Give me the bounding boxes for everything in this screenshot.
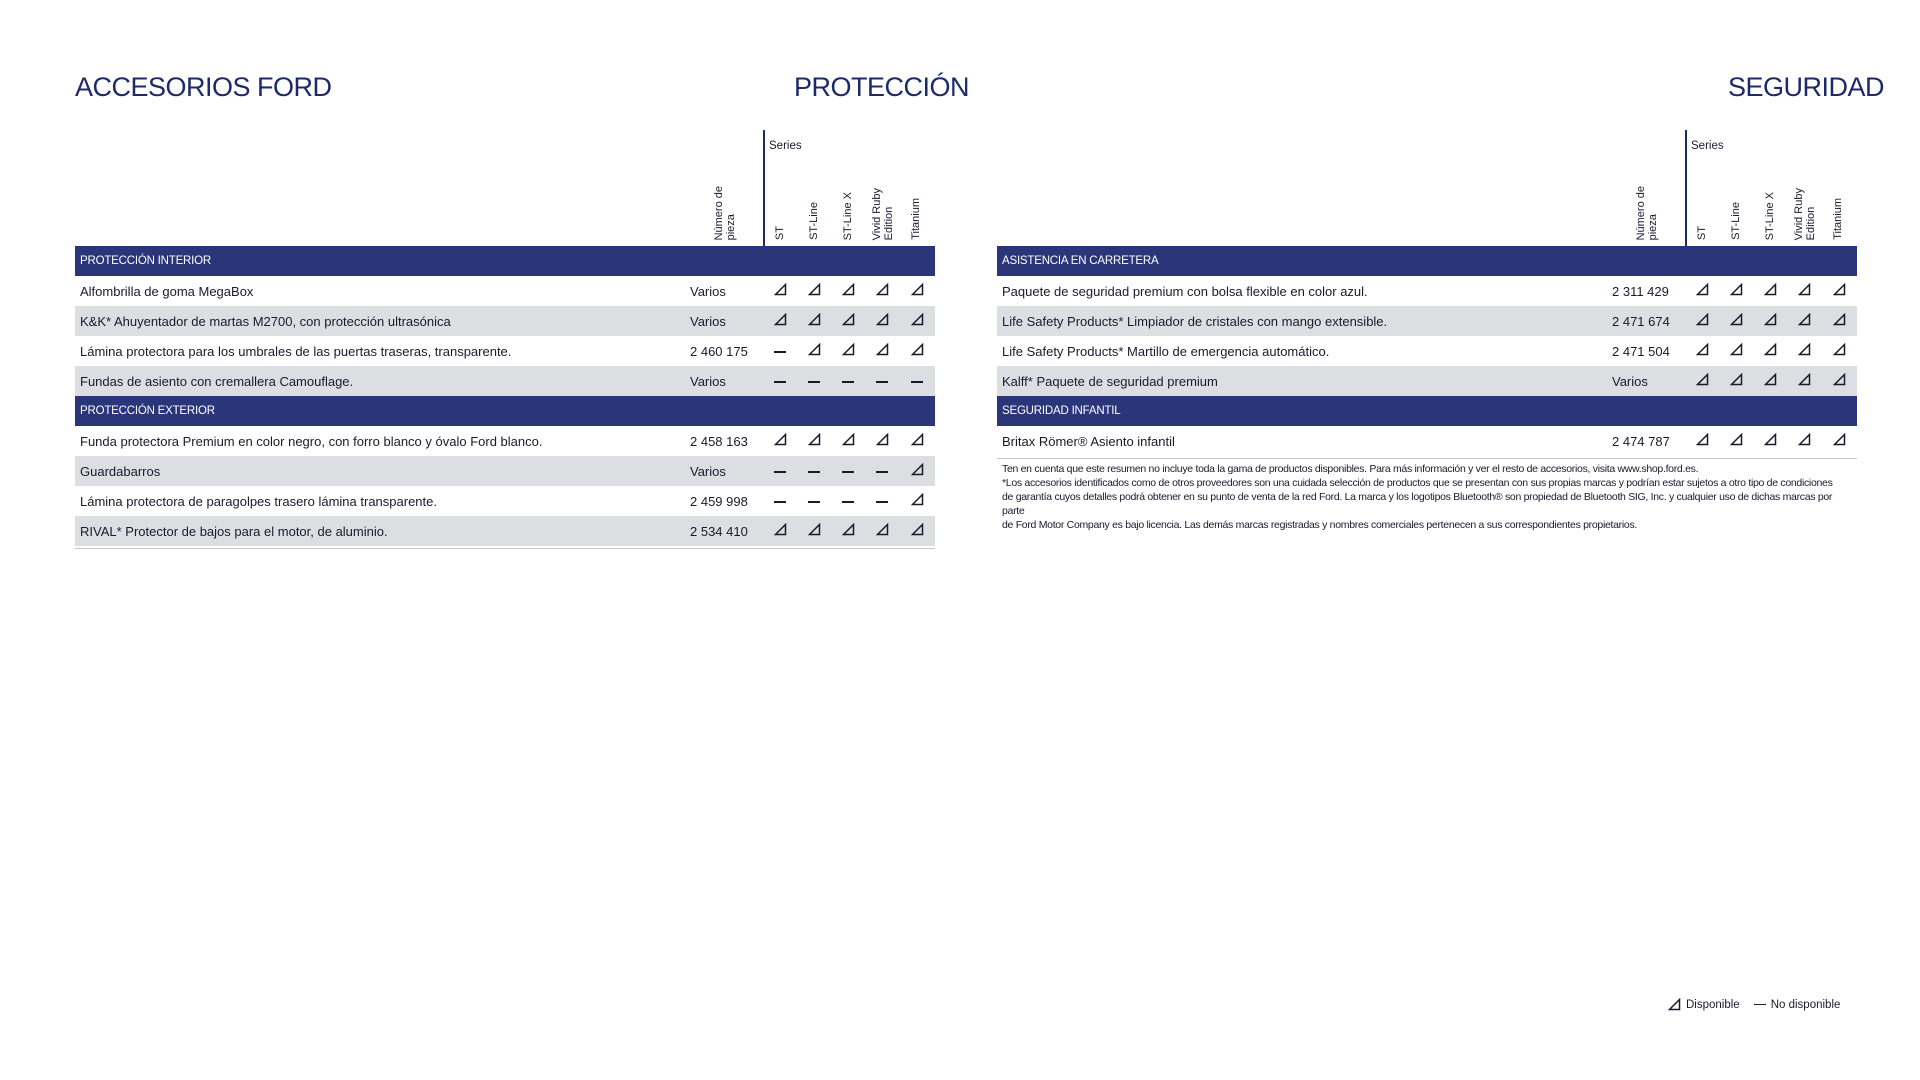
available-icon: [876, 523, 889, 536]
available-icon: [1798, 313, 1811, 326]
available-icon: [1696, 313, 1709, 326]
st-header: ST: [774, 225, 786, 240]
product-name: Paquete de seguridad premium con bolsa flexible en color azul.: [1002, 283, 1368, 299]
availability-vivid-ruby: [865, 366, 899, 396]
section-title: ASISTENCIA EN CARRETERA: [997, 246, 1857, 276]
table-row: [75, 426, 935, 456]
available-icon: [1696, 343, 1709, 356]
availability-vivid-ruby: [865, 306, 899, 336]
availability-st-line-x: [1753, 336, 1787, 366]
table-bottom-rule: [75, 548, 935, 549]
st-line-header: ST-Line: [808, 202, 820, 240]
availability-titanium: [1821, 306, 1857, 336]
safety-panel: [997, 130, 1857, 532]
availability-st-line: [1719, 426, 1753, 456]
availability-st-line: [797, 456, 831, 486]
not-available-icon: [774, 351, 786, 353]
available-icon: [1833, 373, 1846, 386]
availability-st-line-x: [831, 516, 865, 546]
available-icon: [876, 313, 889, 326]
part-number-header: Número de pieza: [713, 185, 737, 240]
availability-st: [763, 336, 797, 366]
table-row: [75, 516, 935, 546]
section-header: [997, 396, 1857, 426]
availability-titanium: [899, 426, 935, 456]
product-name: Life Safety Products* Martillo de emergencia automático.: [1002, 343, 1330, 359]
table-row: [997, 336, 1857, 366]
legend-available-label: Disponible: [1686, 998, 1740, 1011]
table-row: [997, 276, 1857, 306]
not-available-icon: [774, 381, 786, 383]
available-icon: [1798, 433, 1811, 446]
section-header: [997, 246, 1857, 276]
product-name: Life Safety Products* Limpiador de cristales con mango extensible.: [997, 306, 1612, 336]
availability-st-line: [797, 426, 831, 456]
availability-st: [763, 456, 797, 486]
safety-heading: SEGURIDAD: [1728, 72, 1885, 102]
part-number: Varios: [1612, 366, 1685, 396]
not-available-icon: [876, 501, 888, 503]
availability-vivid-ruby: [1787, 306, 1821, 336]
availability-st: [763, 486, 797, 516]
titanium-header: Titanium: [910, 198, 922, 240]
product-name: Lámina protectora para los umbrales de las puertas traseras, transparente.: [80, 343, 512, 359]
legend-available: [1668, 998, 1740, 1011]
part-number: 2 471 674: [1612, 306, 1685, 336]
availability-st-line-x: [1753, 276, 1787, 306]
available-icon: [1696, 373, 1709, 386]
part-number: 2 474 787: [1612, 433, 1670, 449]
not-available-icon: [842, 501, 854, 503]
availability-st-line-x: [831, 366, 865, 396]
availability-st-line: [797, 336, 831, 366]
availability-st: [763, 366, 797, 396]
availability-st: [763, 426, 797, 456]
available-icon: [808, 283, 821, 296]
available-icon: [911, 283, 924, 296]
section-title: SEGURIDAD INFANTIL: [997, 396, 1857, 426]
available-icon: [1833, 343, 1846, 356]
availability-st-line: [1719, 306, 1753, 336]
availability-titanium: [899, 276, 935, 306]
availability-titanium: [899, 306, 935, 336]
part-number: 2 471 504: [1612, 343, 1670, 359]
table-row: [75, 276, 935, 306]
availability-vivid-ruby: [1787, 336, 1821, 366]
available-icon: [1798, 283, 1811, 296]
availability-titanium: [899, 516, 935, 546]
available-icon: [876, 283, 889, 296]
protection-table: [75, 246, 935, 546]
titanium-header: Titanium: [1832, 198, 1844, 240]
part-number: 2 458 163: [690, 433, 748, 449]
availability-st-line-x: [1753, 426, 1787, 456]
availability-st-line: [797, 516, 831, 546]
safety-table: [997, 246, 1857, 456]
part-number: Varios: [690, 306, 763, 336]
availability-st-line-x: [831, 456, 865, 486]
section-title: PROTECCIÓN INTERIOR: [75, 246, 935, 276]
st-line-x-header: ST-Line X: [842, 191, 854, 240]
product-name: Britax Römer® Asiento infantil: [1002, 433, 1175, 449]
availability-st-line-x: [831, 306, 865, 336]
product-name: Alfombrilla de goma MegaBox: [80, 283, 254, 299]
available-icon: [1764, 343, 1777, 356]
availability-legend: [1668, 998, 1848, 1011]
availability-vivid-ruby: [865, 456, 899, 486]
availability-titanium: [1821, 276, 1857, 306]
availability-vivid-ruby: [1787, 366, 1821, 396]
availability-st-line-x: [1753, 366, 1787, 396]
available-icon: [876, 343, 889, 356]
table-row: [75, 456, 935, 486]
availability-st-line: [797, 276, 831, 306]
available-icon: [808, 523, 821, 536]
part-number: 2 459 998: [690, 493, 748, 509]
availability-titanium: [1821, 366, 1857, 396]
st-line-x-header: ST-Line X: [1764, 191, 1776, 240]
availability-st-line: [1719, 366, 1753, 396]
product-name: K&K* Ahuyentador de martas M2700, con protección ultrasónica: [75, 306, 690, 336]
availability-st-line-x: [831, 336, 865, 366]
section-header: [75, 246, 935, 276]
available-icon: [1764, 373, 1777, 386]
part-number-header: Número de pieza: [1635, 185, 1659, 240]
availability-vivid-ruby: [865, 516, 899, 546]
product-name: Fundas de asiento con cremallera Camouflage.: [75, 366, 690, 396]
part-number: 2 534 410: [690, 516, 763, 546]
availability-vivid-ruby: [1787, 426, 1821, 456]
table-row: [75, 366, 935, 396]
available-icon: [876, 433, 889, 446]
not-available-icon: [808, 471, 820, 473]
st-header: ST: [1696, 225, 1708, 240]
part-number: Varios: [690, 456, 763, 486]
availability-titanium: [1821, 426, 1857, 456]
available-icon: [1764, 433, 1777, 446]
available-icon: [1668, 998, 1681, 1011]
available-icon: [1730, 313, 1743, 326]
available-icon: [842, 283, 855, 296]
available-icon: [842, 523, 855, 536]
availability-st: [1685, 366, 1719, 396]
availability-st-line: [797, 366, 831, 396]
section-title: PROTECCIÓN EXTERIOR: [75, 396, 935, 426]
column-headers: [997, 130, 1857, 246]
available-icon: [911, 313, 924, 326]
availability-st: [763, 516, 797, 546]
availability-st: [1685, 426, 1719, 456]
table-row: [75, 486, 935, 516]
availability-st-line-x: [831, 486, 865, 516]
available-icon: [1696, 283, 1709, 296]
availability-st-line: [1719, 336, 1753, 366]
not-available-icon: [808, 501, 820, 503]
available-icon: [808, 313, 821, 326]
not-available-icon: [808, 381, 820, 383]
not-available-icon: [842, 471, 854, 473]
product-name: Guardabarros: [75, 456, 690, 486]
part-number: Varios: [690, 366, 763, 396]
availability-st-line-x: [1753, 306, 1787, 336]
available-icon: [1798, 373, 1811, 386]
product-name: Lámina protectora de paragolpes trasero lámina transparente.: [80, 493, 437, 509]
available-icon: [911, 433, 924, 446]
available-icon: [808, 343, 821, 356]
part-number: Varios: [690, 283, 726, 299]
table-row: [75, 336, 935, 366]
availability-st: [1685, 306, 1719, 336]
available-icon: [911, 463, 924, 476]
availability-vivid-ruby: [865, 336, 899, 366]
availability-titanium: [1821, 336, 1857, 366]
footnote-line: Ten en cuenta que este resumen no incluye toda la gama de productos disponibles. Para más información y ver el resto de accesorios, visita www.shop.ford.es.: [1002, 463, 1699, 475]
available-icon: [911, 343, 924, 356]
series-label: Series: [769, 140, 802, 152]
product-name: Funda protectora Premium en color negro, con forro blanco y óvalo Ford blanco.: [80, 433, 543, 449]
available-icon: [1730, 343, 1743, 356]
available-icon: [1764, 283, 1777, 296]
section-header: [75, 396, 935, 426]
available-icon: [1696, 433, 1709, 446]
available-icon: [1833, 433, 1846, 446]
availability-vivid-ruby: [865, 426, 899, 456]
availability-st: [1685, 276, 1719, 306]
availability-vivid-ruby: [865, 276, 899, 306]
table-row: [75, 306, 935, 336]
protection-heading: PROTECCIÓN: [794, 72, 970, 102]
series-label: Series: [1691, 140, 1724, 152]
availability-titanium: [899, 366, 935, 396]
availability-st: [763, 306, 797, 336]
availability-st-line: [797, 306, 831, 336]
footnote-line: *Los accesorios identificados como de otros proveedores son una cuidada selección de productos que se presentan con sus propias marcas y podrían estar sujetos a otro tipo de condiciones: [1002, 477, 1833, 489]
available-icon: [842, 343, 855, 356]
availability-st-line: [1719, 276, 1753, 306]
column-headers: [75, 130, 935, 246]
not-available-icon: [774, 471, 786, 473]
table-row: [997, 366, 1857, 396]
not-available-icon: [1754, 1004, 1766, 1006]
not-available-icon: [876, 471, 888, 473]
available-icon: [1764, 313, 1777, 326]
footnote-line: de garantía cuyos detalles podrá obtener en su punto de venta de la red Ford. La marca y los logotipos Bluetooth® son propiedad de Bluetooth SIG, Inc. y cualquier uso de dichas marcas por parte: [1002, 491, 1833, 517]
availability-vivid-ruby: [865, 486, 899, 516]
availability-st-line-x: [831, 426, 865, 456]
available-icon: [1833, 283, 1846, 296]
availability-st-line: [797, 486, 831, 516]
not-available-icon: [774, 501, 786, 503]
table-bottom-rule: [997, 458, 1857, 459]
brand-heading: ACCESORIOS FORD: [75, 72, 332, 102]
st-line-header: ST-Line: [1730, 202, 1742, 240]
footnote-line: de Ford Motor Company es bajo licencia. Las demás marcas registradas y nombres comerciales pertenecen a sus correspondientes propietarios.: [1002, 519, 1638, 531]
availability-titanium: [899, 456, 935, 486]
available-icon: [774, 523, 787, 536]
available-icon: [911, 493, 924, 506]
not-available-icon: [842, 381, 854, 383]
product-name: Kalff* Paquete de seguridad premium: [997, 366, 1612, 396]
vivid-ruby-header: Vivid Ruby Edition: [871, 187, 895, 240]
footnotes: [997, 462, 1857, 532]
series-divider: [1685, 130, 1687, 246]
protection-panel: [75, 130, 935, 549]
product-name: RIVAL* Protector de bajos para el motor, de aluminio.: [75, 516, 690, 546]
available-icon: [1730, 433, 1743, 446]
availability-vivid-ruby: [1787, 276, 1821, 306]
available-icon: [808, 433, 821, 446]
available-icon: [1798, 343, 1811, 356]
available-icon: [842, 313, 855, 326]
available-icon: [842, 433, 855, 446]
available-icon: [774, 433, 787, 446]
available-icon: [774, 313, 787, 326]
available-icon: [1730, 283, 1743, 296]
series-divider: [763, 130, 765, 246]
availability-titanium: [899, 336, 935, 366]
availability-st: [763, 276, 797, 306]
table-row: [997, 306, 1857, 336]
part-number: 2 460 175: [690, 343, 748, 359]
vivid-ruby-header: Vivid Ruby Edition: [1793, 187, 1817, 240]
part-number: 2 311 429: [1612, 283, 1669, 299]
availability-st: [1685, 336, 1719, 366]
available-icon: [1833, 313, 1846, 326]
available-icon: [911, 523, 924, 536]
legend-not-available: [1754, 999, 1841, 1011]
table-row: [997, 426, 1857, 456]
availability-st-line-x: [831, 276, 865, 306]
not-available-icon: [876, 381, 888, 383]
available-icon: [774, 283, 787, 296]
legend-not-available-label: No disponible: [1770, 998, 1841, 1011]
availability-titanium: [899, 486, 935, 516]
available-icon: [1730, 373, 1743, 386]
not-available-icon: [911, 381, 923, 383]
